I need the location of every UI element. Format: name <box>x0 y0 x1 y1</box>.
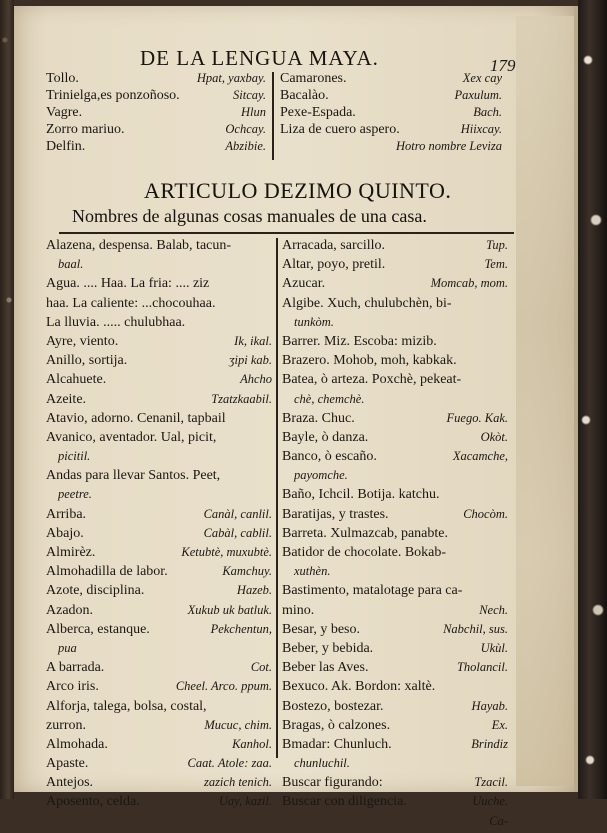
entry-spanish: Aposento, celda. <box>46 794 140 810</box>
fish-entry <box>46 71 266 88</box>
entry-maya: Paxulum. <box>454 88 502 102</box>
section-rule <box>59 232 514 234</box>
entry-spanish: Barreta. Xulmazcab, panabte. <box>282 525 448 541</box>
entry-maya: Kamchuy. <box>222 564 272 579</box>
entry-maya: Okòt. <box>480 429 508 444</box>
vocab-entry <box>46 699 272 718</box>
entry-spanish: Beber las Aves. <box>282 660 369 676</box>
vocab-entry <box>282 794 508 813</box>
vocab-entry <box>282 507 508 526</box>
main-column-rule <box>276 238 278 758</box>
entry-spanish: Camarones. <box>280 71 347 86</box>
vocab-entry <box>46 449 272 468</box>
article-title: ARTICULO DEZIMO QUINTO. <box>144 178 452 203</box>
entry-spanish: Azeite. <box>46 391 87 407</box>
vocab-entry <box>282 468 508 487</box>
entry-spanish: Pexe-Espada. <box>280 105 356 120</box>
entry-spanish: Andas para llevar Santos. Peet, <box>46 468 221 484</box>
vocab-entry <box>46 679 272 698</box>
vocab-entry <box>282 296 508 315</box>
entry-spanish: Alberca, estanque. <box>46 621 150 637</box>
entry-maya: Ahcho <box>240 372 272 387</box>
entry-spanish: Besar, y beso. <box>282 621 360 637</box>
entry-maya: Nech. <box>479 602 508 617</box>
entry-spanish: mino. <box>282 602 315 618</box>
entry-spanish: Algibe. Xuch, chulubchèn, bi- <box>282 295 452 311</box>
entry-spanish: Zorro mariuo. <box>46 122 125 137</box>
vocab-entry <box>46 756 272 775</box>
vocab-entry <box>46 276 272 295</box>
fish-entry <box>46 122 266 139</box>
entry-maya: Hotro nombre Leviza <box>395 139 502 153</box>
vocab-entry <box>46 353 272 372</box>
vocab-entry <box>282 583 508 602</box>
vocab-entry <box>282 622 508 641</box>
page-number: 179 <box>490 56 516 75</box>
left-column <box>46 238 272 814</box>
entry-maya: Xukub uk batluk. <box>187 602 272 617</box>
entry-maya: Momcab, mom. <box>430 276 508 291</box>
entry-spanish: Antejos. <box>46 775 94 791</box>
entry-maya: Abzibie. <box>225 139 266 153</box>
entry-maya: peetre. <box>58 487 92 502</box>
vocab-entry <box>282 718 508 737</box>
vocab-entry <box>46 257 272 276</box>
vocab-entry <box>46 545 272 564</box>
vocab-entry <box>46 775 272 794</box>
vocab-entry <box>46 794 272 813</box>
vocab-entry <box>46 583 272 602</box>
entry-maya: payomche. <box>294 468 348 483</box>
running-head: DE LA LENGUA MAYA. <box>140 46 379 70</box>
fish-entry <box>46 105 266 122</box>
entry-maya: Ca- <box>489 813 508 828</box>
entry-spanish: Liza de cuero aspero. <box>280 122 400 137</box>
entry-spanish: Bmadar: Chunluch. <box>282 736 392 752</box>
entry-maya: Uuche. <box>472 794 508 809</box>
top-left-column <box>46 71 266 156</box>
entry-spanish: Buscar figurando: <box>282 775 383 791</box>
top-right-column <box>280 71 502 156</box>
entry-spanish: Arriba. <box>46 506 87 522</box>
page-edge <box>574 6 578 792</box>
entry-spanish: Azote, disciplina. <box>46 583 145 599</box>
vocab-entry <box>46 564 272 583</box>
vocab-entry <box>282 814 508 833</box>
entry-spanish: La lluvia. ..... chulubhaa. <box>46 314 186 330</box>
vocab-entry <box>282 353 508 372</box>
entry-maya: Hazeb. <box>236 583 272 598</box>
entry-maya: Canàl, canlil. <box>203 506 272 521</box>
entry-maya: xuthèn. <box>294 564 331 579</box>
entry-spanish: zurron. <box>46 717 87 733</box>
entry-spanish: Vagre. <box>46 105 83 120</box>
entry-maya: chunluchil. <box>294 756 350 771</box>
vocab-entry <box>46 334 272 353</box>
entry-spanish: Bacalào. <box>280 88 329 103</box>
entry-spanish: Almirèz. <box>46 545 96 560</box>
entry-maya: Xex cay <box>462 71 502 85</box>
fish-entry <box>280 139 502 156</box>
entry-spanish: A barrada. <box>46 660 105 676</box>
entry-spanish: Bostezo, bostezar. <box>282 698 384 714</box>
vocab-entry <box>282 411 508 430</box>
entry-spanish: Batidor de chocolate. Bokab- <box>282 545 447 560</box>
entry-maya: Hpat, yaxbay. <box>196 71 266 85</box>
vocab-entry <box>46 507 272 526</box>
entry-spanish: Banco, ò escaño. <box>282 449 377 465</box>
vocab-entry <box>46 622 272 641</box>
entry-maya: Kanhol. <box>232 736 272 751</box>
entry-spanish: Azucar. <box>282 276 326 292</box>
entry-maya: Ik, ikal. <box>234 333 272 348</box>
entry-maya: Mucuc, chim. <box>204 717 272 732</box>
vocab-entry <box>46 603 272 622</box>
entry-maya: Nabchil, sus. <box>443 621 508 636</box>
entry-spanish: Apaste. <box>46 756 89 772</box>
entry-maya: Fuego. Kak. <box>446 410 508 425</box>
entry-spanish: Abajo. <box>46 525 84 541</box>
entry-spanish: Bayle, ò danza. <box>282 429 369 445</box>
entry-spanish: Tollo. <box>46 71 79 86</box>
entry-spanish: Atavio, adorno. Cenanil, tapbail <box>46 410 226 426</box>
entry-spanish: Anillo, sortija. <box>46 353 128 369</box>
vocab-entry <box>282 756 508 775</box>
vocab-entry <box>46 372 272 391</box>
entry-spanish: Alazena, despensa. Balab, tacun- <box>46 238 232 253</box>
entry-spanish: haa. La caliente: ...chocouhaa. <box>46 295 216 311</box>
entry-spanish: Arracada, sarcillo. <box>282 238 385 253</box>
fish-entry <box>280 122 502 139</box>
entry-maya: Hlun <box>241 105 266 119</box>
fish-entry <box>280 71 502 88</box>
entry-maya: Brindiz <box>471 736 508 751</box>
entry-maya: Cot. <box>250 660 272 675</box>
entry-spanish: Agua. .... Haa. La fria: .... ziz <box>46 276 210 292</box>
entry-spanish: Alcahuete. <box>46 372 107 388</box>
entry-spanish: Almohada. <box>46 736 108 752</box>
entry-spanish: Bragas, ò calzones. <box>282 717 391 733</box>
vocab-entry <box>46 411 272 430</box>
vocab-entry <box>46 487 272 506</box>
entry-spanish: Braza. Chuc. <box>282 410 355 426</box>
marbled-edge-right <box>578 0 607 799</box>
vocab-entry <box>46 718 272 737</box>
right-column <box>282 238 508 833</box>
entry-spanish: Ayre, viento. <box>46 333 119 349</box>
vocab-entry <box>46 737 272 756</box>
entry-maya: Bach. <box>473 105 502 119</box>
entry-maya: Tup. <box>486 238 508 252</box>
entry-maya: Chocòm. <box>463 506 508 521</box>
fish-entry <box>280 105 502 122</box>
vocab-entry <box>46 660 272 679</box>
vocab-entry <box>282 545 508 564</box>
entry-spanish: Bastimento, matalotage para ca- <box>282 583 463 599</box>
book-page <box>14 6 576 828</box>
vocab-entry <box>282 430 508 449</box>
entry-spanish: Delfin. <box>46 139 86 154</box>
fish-entry <box>280 88 502 105</box>
entry-maya: Pekchentun, <box>210 621 272 636</box>
vocab-entry <box>282 699 508 718</box>
fish-entry <box>46 139 266 156</box>
fish-entry <box>46 88 266 105</box>
entry-spanish: Trinielga,es ponzoñoso. <box>46 88 180 103</box>
entry-maya: Xacamche, <box>452 449 508 464</box>
vocab-entry <box>282 564 508 583</box>
entry-maya: Tzatzkaabil. <box>211 391 272 406</box>
entry-maya: Hiixcay. <box>460 122 502 136</box>
entry-spanish: Buscar con diligencia. <box>282 794 407 810</box>
entry-maya: Sitcay. <box>233 88 266 102</box>
entry-maya: Ochcay. <box>225 122 266 136</box>
entry-maya: ʒipi kab. <box>228 353 272 368</box>
entry-maya: zazich tenich. <box>203 775 272 790</box>
entry-spanish: Barrer. Miz. Escoba: mizib. <box>282 333 437 349</box>
vocab-entry <box>46 641 272 660</box>
vocab-entry <box>282 276 508 295</box>
vocab-entry <box>282 487 508 506</box>
vocab-entry <box>46 526 272 545</box>
entry-maya: Ketubtè, muxubtè. <box>181 545 272 559</box>
vocab-entry <box>282 660 508 679</box>
entry-maya: Ukùl. <box>480 640 508 655</box>
paper-stain <box>516 16 574 786</box>
vocab-entry <box>282 315 508 334</box>
vocab-entry <box>282 603 508 622</box>
entry-maya: tunkòm. <box>294 314 334 329</box>
vocab-entry <box>282 737 508 756</box>
entry-maya: Cabàl, cablil. <box>203 525 272 540</box>
vocab-entry <box>46 430 272 449</box>
entry-maya: Cheel. Arco. ppum. <box>175 679 272 694</box>
vocab-entry <box>46 315 272 334</box>
entry-maya: Caat. Atole: zaa. <box>187 756 272 771</box>
vocab-entry <box>282 641 508 660</box>
entry-spanish: Avanico, aventador. Ual, picit, <box>46 429 217 445</box>
entry-maya: Ex. <box>491 717 508 732</box>
vocab-entry <box>46 392 272 411</box>
vocab-entry <box>46 238 272 257</box>
vocab-entry <box>282 526 508 545</box>
vocab-entry <box>282 238 508 257</box>
article-subtitle: Nombres de algunas cosas manuales de una casa. <box>72 206 427 226</box>
entry-spanish: Arco iris. <box>46 679 99 695</box>
vocab-entry <box>282 257 508 276</box>
vocab-entry <box>282 679 508 698</box>
vocab-entry <box>282 372 508 391</box>
entry-maya: Uay, kazil. <box>218 794 272 809</box>
vocab-entry <box>46 296 272 315</box>
entry-spanish: Baratijas, y trastes. <box>282 506 389 522</box>
entry-spanish: Beber, y bebida. <box>282 640 374 656</box>
vocab-entry <box>282 775 508 794</box>
vocab-entry <box>46 468 272 487</box>
entry-spanish: Altar, poyo, pretil. <box>282 257 386 273</box>
entry-spanish: Bexuco. Ak. Bordon: xaltè. <box>282 679 436 695</box>
vocab-entry <box>282 392 508 411</box>
top-column-rule <box>272 72 274 160</box>
entry-spanish: Brazero. Mohob, moh, kabkak. <box>282 353 457 369</box>
entry-maya: picitil. <box>58 449 91 464</box>
entry-maya: baal. <box>58 257 84 272</box>
entry-spanish: Baño, Ichcil. Botija. katchu. <box>282 487 440 503</box>
entry-maya: chè, chemchè. <box>294 391 365 406</box>
vocab-entry <box>282 334 508 353</box>
entry-maya: Tholancil. <box>456 660 508 675</box>
entry-spanish: Batea, ò arteza. Poxchè, pekeat- <box>282 372 462 388</box>
entry-spanish: Almohadilla de labor. <box>46 564 168 580</box>
entry-maya: pua <box>58 640 77 655</box>
marbled-edge-left <box>0 0 14 799</box>
vocab-entry <box>282 449 508 468</box>
entry-maya: Tzacil. <box>474 775 508 790</box>
entry-maya: Tem. <box>484 257 508 272</box>
entry-spanish: Azadon. <box>46 602 94 618</box>
entry-maya: Hayab. <box>471 698 508 713</box>
entry-spanish: Alforja, talega, bolsa, costal, <box>46 698 207 714</box>
